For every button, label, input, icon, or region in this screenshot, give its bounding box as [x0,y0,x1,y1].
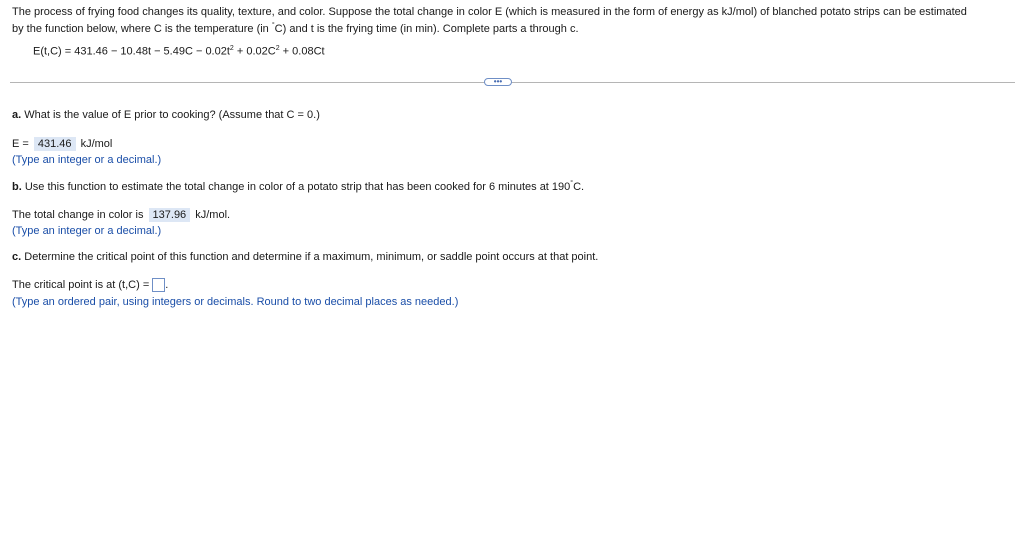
intro-line2-end: C) and t is the frying time (in min). Complete parts a through c. [274,23,579,35]
part-c-answer-line [12,278,168,292]
part-a-answer-line [12,137,112,151]
formula-part1: E(t,C) = 431.46 − 10.48t − 5.49C − 0.02t [33,45,230,58]
part-c-question [12,251,598,263]
part-b-hint: (Type an integer or a decimal.) [12,225,162,237]
part-b-answer-field[interactable]: 137.96 [149,208,191,222]
formula-part3: + 0.08Ct [279,45,325,58]
part-a-question-text: What is the value of E prior to cooking? (Assume that C = 0.) [21,109,320,121]
part-a-hint: (Type an integer or a decimal.) [12,154,162,166]
formula-part2: + 0.02C [233,45,276,58]
formula-exponent1: 2 [229,45,234,52]
part-a-answer-unit: kJ/mol [77,138,113,150]
expand-more-button[interactable]: ••• [484,78,512,86]
part-c-answer-input[interactable] [152,278,165,292]
problem-intro [12,5,1012,36]
part-a-answer-field[interactable]: 431.46 [34,137,76,151]
part-b-question [12,180,584,193]
part-a-label: a. [12,109,22,121]
part-a-question [12,109,320,121]
part-b-question-text: Use this function to estimate the total change in color of a potato strip that has been cooked for 6 minutes at 190 [21,181,571,193]
degree-symbol: ° [271,22,275,29]
part-c-answer-suffix: . [165,278,169,291]
intro-line2-start: by the function below, where C is the temperature (in [12,23,272,35]
part-c-hint: (Type an ordered pair, using integers or decimals. Round to two decimal places as needed.) [12,296,459,308]
section-divider [10,82,1015,83]
intro-line1: The process of frying food changes its quality, texture, and color. Suppose the total change in color E (which is measured in the form of energy as kJ/mol) of blanched potato strips can be estimated [12,6,967,18]
part-b-answer-prefix: The total change in color is [12,209,147,221]
color-function-formula [33,45,325,58]
part-b-answer-unit: kJ/mol. [192,209,231,221]
part-b-answer-line [12,208,230,222]
part-c-answer-prefix: The critical point is at (t,C) = [12,278,153,291]
part-a-answer-prefix: E = [12,138,32,150]
formula-exponent2: 2 [275,45,280,52]
part-c-label: c. [12,251,22,263]
part-b-degree-symbol: ° [570,180,574,187]
part-c-question-text: Determine the critical point of this function and determine if a maximum, minimum, or saddle point occurs at that point. [21,251,599,263]
part-b-question-end: C. [573,181,585,193]
part-b-label: b. [12,181,22,193]
